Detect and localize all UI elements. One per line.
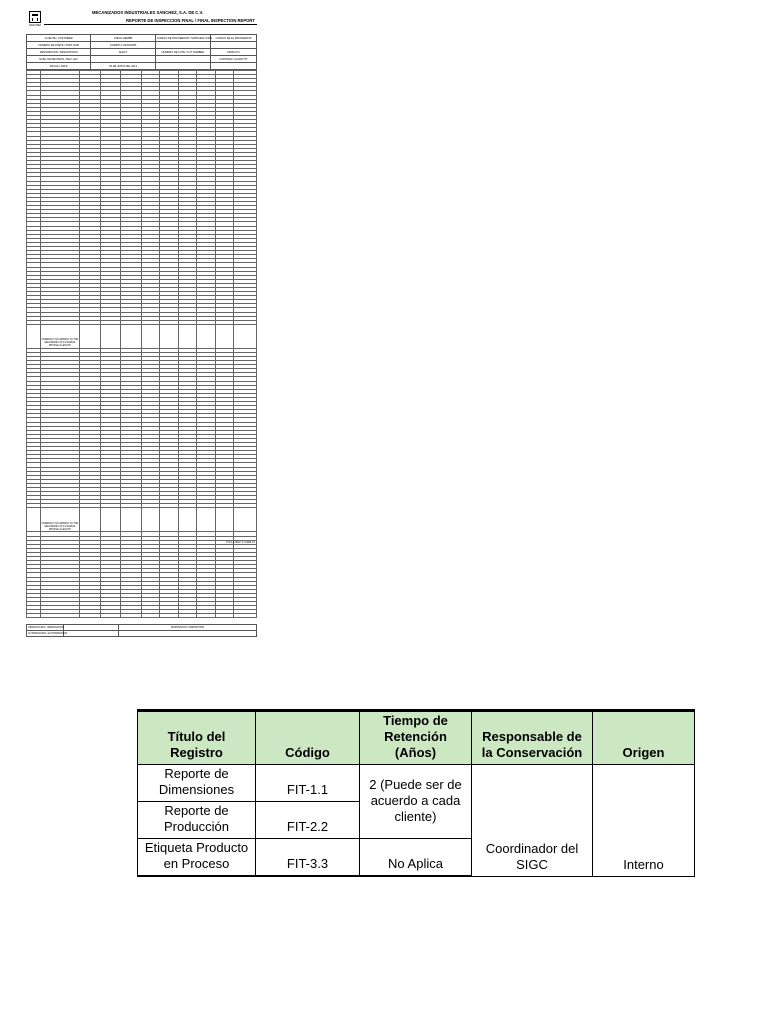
responsible-party: Coordinador del SIGC — [472, 765, 593, 877]
logo-caption: SANCHEZ — [29, 24, 41, 27]
grid-cell — [215, 508, 233, 532]
grid-cell — [27, 508, 41, 532]
record-title: Reporte de Producción — [138, 802, 256, 839]
footer-label: AUTORIZACION / AUTHORIZATION — [28, 632, 68, 636]
grid-cell — [100, 614, 121, 618]
table-row — [138, 765, 695, 802]
record-code: FIT-1.1 — [256, 765, 360, 802]
grid-row — [27, 324, 257, 348]
info-label — [155, 63, 210, 70]
grid-cell — [233, 324, 256, 348]
grid-cell — [121, 508, 142, 532]
footer-label: DISPOSICION / DISPOSITION — [118, 625, 256, 631]
header-divider — [44, 24, 257, 25]
grid-cell — [197, 324, 215, 348]
info-row — [27, 56, 257, 63]
company-logo-icon — [29, 11, 41, 23]
grid-cell — [197, 614, 215, 618]
info-label: NUMERO DE LOTE / LOT NUMBER — [155, 49, 210, 56]
grid-cell — [141, 508, 159, 532]
report-title: REPORTE DE INSPECCION FINAL / FINAL INSPECTION REPORT — [126, 18, 255, 23]
info-value — [91, 56, 155, 63]
info-value: A149807-1-02/04/2005 — [91, 42, 155, 49]
company-name: MECANIZADOS INDUSTRIALES SANCHEZ, S.A. DE C.V. — [92, 10, 204, 15]
grid-row — [27, 614, 257, 618]
info-row — [27, 49, 257, 56]
grid-cell — [121, 324, 142, 348]
info-label: CODIGO DE PROVEEDOR / SUPPLIER CODE — [156, 36, 213, 40]
footer-value — [63, 631, 118, 637]
header-code: Código — [256, 711, 360, 765]
grid-cell — [178, 324, 196, 348]
grid-cell: UNDERCUT ACCORDING TO THE SECONDARY AT 0.5 RADIUS PROFILE & LENGTH — [40, 324, 79, 348]
grid-cell — [233, 614, 256, 618]
grid-cell — [233, 508, 256, 532]
footer-label — [118, 631, 256, 637]
grid-cell — [141, 324, 159, 348]
info-label: DESCRIPCION / DESCRIPTION — [27, 49, 91, 56]
grid-cell — [27, 614, 41, 618]
info-value: A6303-071 — [210, 49, 256, 56]
info-value: 05 DE JUNIO DEL 2013 — [91, 63, 155, 70]
grid-cell — [79, 614, 100, 618]
info-label — [155, 42, 210, 49]
report-footer-table — [26, 624, 257, 637]
grid-cell — [178, 614, 196, 618]
record-title: Reporte de Dimensiones — [138, 765, 256, 802]
header-record-title: Título del Registro — [138, 711, 256, 765]
header-origin: Origen — [593, 711, 695, 765]
grid-cell — [215, 614, 233, 618]
grid-cell — [121, 614, 142, 618]
info-label — [155, 56, 210, 63]
record-title: Etiqueta Producto en Proceso — [138, 839, 256, 877]
info-row — [27, 63, 257, 70]
retention-time: No Aplica — [360, 839, 472, 877]
grid-cell — [141, 614, 159, 618]
footer-row — [27, 631, 257, 637]
info-label: NIVEL DE REVISION / REV. LEV. — [27, 56, 91, 63]
info-row — [27, 42, 257, 49]
info-label: CLIENTE / CUSTOMER — [27, 35, 91, 42]
inspection-report-form — [26, 10, 257, 636]
header-retention-time: Tiempo de Retención (Años) — [360, 711, 472, 765]
grid-cell — [160, 324, 178, 348]
form-code: FIT-1.1 REV. 0 / MAR-13 — [226, 541, 255, 544]
grid-cell — [160, 614, 178, 618]
info-value: SHAFT — [91, 49, 155, 56]
info-value: ATECH SEMBR — [91, 35, 155, 42]
grid-cell — [40, 614, 79, 618]
info-value — [210, 63, 256, 70]
grid-cell — [215, 324, 233, 348]
record-code: FIT-2.2 — [256, 802, 360, 839]
record-origin: Interno — [593, 765, 695, 877]
grid-cell — [197, 508, 215, 532]
info-label: NUMERO DE PARTE / PART NUM — [27, 42, 91, 49]
grid-cell — [100, 324, 121, 348]
records-header-row — [138, 711, 695, 765]
records-retention-table — [137, 709, 695, 877]
header-responsible: Responsable de la Conservación — [472, 711, 593, 765]
grid-cell — [27, 324, 41, 348]
report-header — [26, 10, 257, 28]
grid-cell — [79, 324, 100, 348]
grid-cell — [79, 508, 100, 532]
info-value: CODIGO DE EL PROVEEDOR — [210, 35, 256, 42]
measurement-grid — [26, 70, 257, 618]
grid-cell — [178, 508, 196, 532]
info-label: FECHA / DATE — [27, 63, 91, 70]
report-info-table — [26, 34, 257, 70]
grid-cell: UNDERCUT ACCORDING TO THE SECONDARY AT 0.5 RADIUS PROFILE & LENGTH — [40, 508, 79, 532]
grid-cell — [100, 508, 121, 532]
info-value: CANTIDAD / QUANTITY — [210, 56, 256, 63]
record-code: FIT-3.3 — [256, 839, 360, 877]
info-value — [210, 42, 256, 49]
grid-cell — [160, 508, 178, 532]
grid-row — [27, 508, 257, 532]
info-row — [27, 35, 257, 42]
footer-label: VERIFICACION / VERIFICATION — [28, 626, 64, 630]
retention-time-shared: 2 (Puede ser de acuerdo a cada cliente) — [360, 765, 472, 839]
